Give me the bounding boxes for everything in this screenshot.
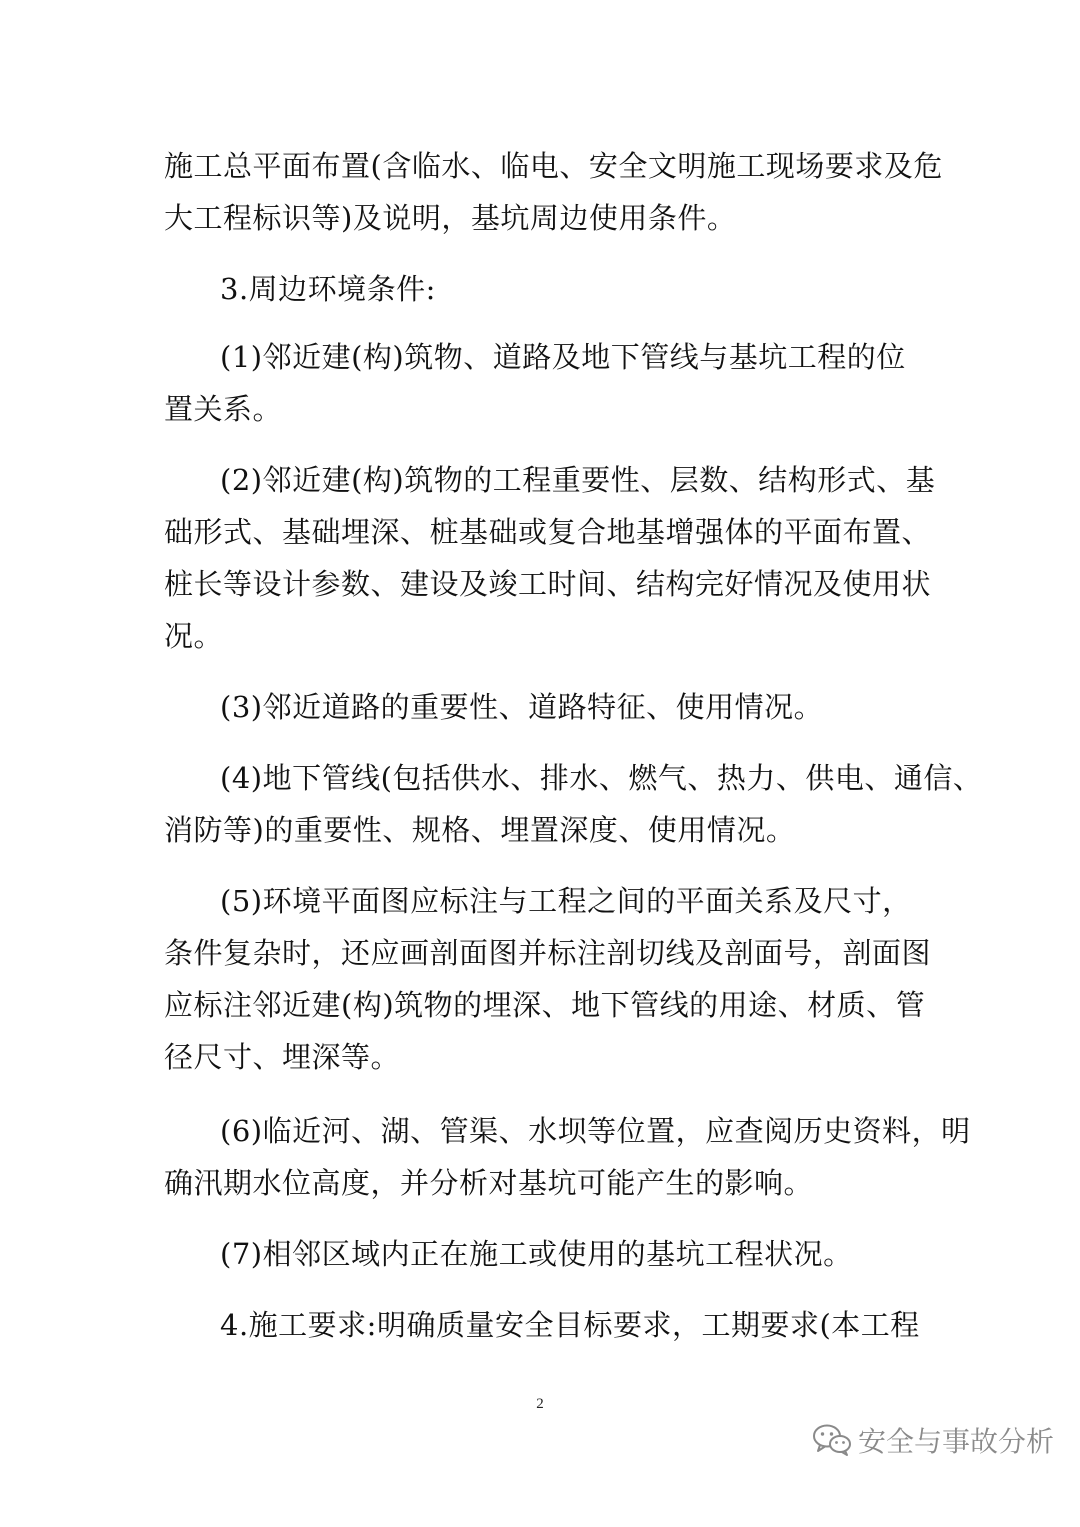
paragraph-line: (5)环境平面图应标注与工程之间的平面关系及尺寸，: [220, 884, 912, 918]
paragraph-line: (7)相邻区域内正在施工或使用的基坑工程状况。: [220, 1237, 853, 1271]
paragraph-line: 桩长等设计参数、建设及竣工时间、结构完好情况及使用状: [164, 567, 932, 601]
watermark: [812, 1420, 1054, 1460]
paragraph-line: (6)临近河、湖、管渠、水坝等位置，应查阅历史资料，明: [220, 1114, 971, 1148]
wechat-icon: [812, 1423, 852, 1457]
paragraph-line: (2)邻近建(构)筑物的工程重要性、层数、结构形式、基: [220, 463, 936, 497]
paragraph-line: (4)地下管线(包括供水、排水、燃气、热力、供电、通信、: [220, 761, 983, 795]
paragraph-line: 况。: [164, 619, 224, 653]
paragraph-line: (1)邻近建(构)筑物、道路及地下管线与基坑工程的位: [220, 340, 906, 374]
watermark-text: 安全与事故分析: [858, 1425, 1055, 1458]
section-heading: 3.周边环境条件:: [220, 272, 436, 306]
paragraph-line: 施工总平面布置(含临水、临电、安全文明施工现场要求及危: [164, 149, 943, 183]
paragraph-line: 大工程标识等)及说明，基坑周边使用条件。: [164, 201, 737, 235]
paragraph-line: 条件复杂时，还应画剖面图并标注剖切线及剖面号，剖面图: [164, 936, 932, 970]
paragraph-line: 径尺寸、埋深等。: [164, 1040, 401, 1074]
paragraph-line: 置关系。: [164, 392, 283, 426]
paragraph-line: 消防等)的重要性、规格、埋置深度、使用情况。: [164, 813, 796, 847]
paragraph-line: 础形式、基础埋深、桩基础或复合地基增强体的平面布置、: [164, 515, 932, 549]
paragraph-line: (3)邻近道路的重要性、道路特征、使用情况。: [220, 690, 824, 724]
paragraph-line: 应标注邻近建(构)筑物的埋深、地下管线的用途、材质、管: [164, 988, 926, 1022]
section-heading: 4.施工要求:明确质量安全目标要求，工期要求(本工程: [220, 1308, 920, 1342]
page-number: 2: [536, 1396, 544, 1412]
paragraph-line: 确汛期水位高度，并分析对基坑可能产生的影响。: [164, 1166, 814, 1200]
